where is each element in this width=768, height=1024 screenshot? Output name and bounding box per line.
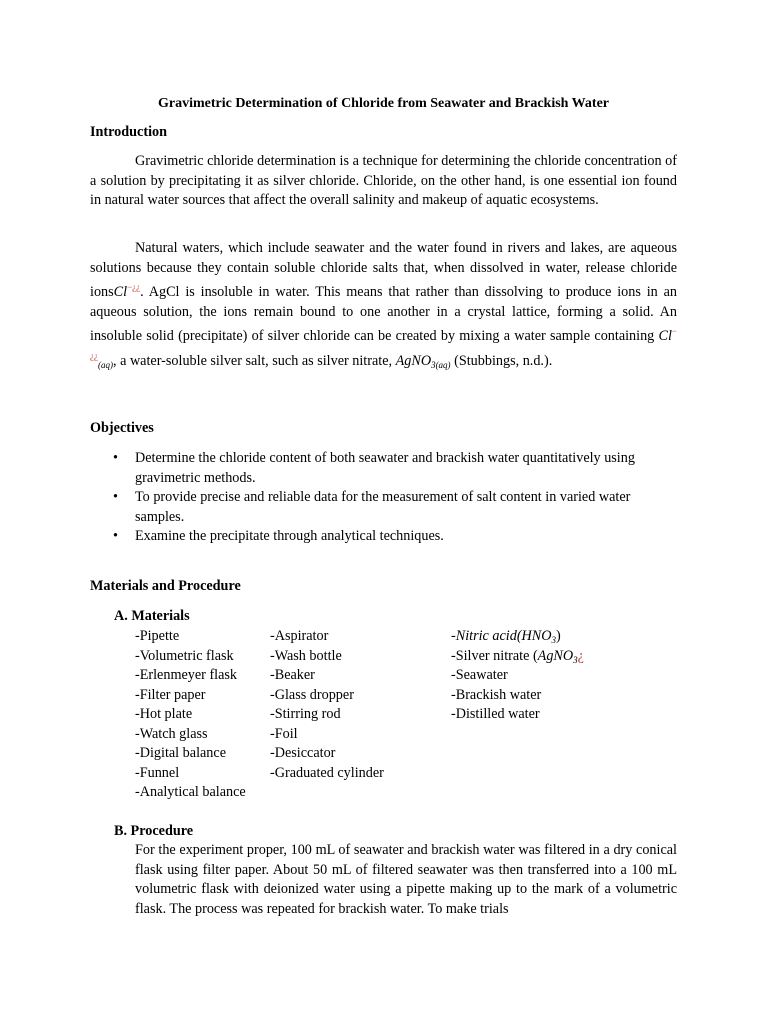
- intro-p2-text-a: Natural waters, which include seawater and the water found in rivers and lakes, are aqueous solutions because they contain soluble chloride salts that, when dissolved in water, release chloride ions: [90, 240, 677, 301]
- chloride-ion-formula: Cl: [113, 284, 128, 301]
- material-item-silver-nitrate: -Silver nitrate (AgNO$_3$¿: [451, 647, 584, 665]
- intro-p2-text-d: (Stubbings, n.d.).: [450, 352, 553, 369]
- material-item: -Volumetric flask: [135, 647, 234, 664]
- procedure-text: For the experiment proper, 100 mL of seawater and brackish water was filtered in a dry conical flask using filter paper. About 50 mL of filtered seawater was then transferred into a 100 mL volumetric flask with deionized water using a pipette making up to the mark of a volumetric flask. The process was repeated for brackish water. To make trials: [135, 842, 677, 917]
- material-item: -Foil: [270, 725, 298, 742]
- objective-item: • Examine the precipitate through analytical techniques.: [90, 527, 677, 547]
- chloride-aq-state: (aq): [98, 359, 113, 370]
- silver-nitrate-state: 3(aq): [431, 359, 451, 370]
- material-item: -Digital balance: [135, 745, 226, 761]
- material-item: -Seawater: [451, 667, 508, 683]
- material-item: -Aspirator: [270, 628, 329, 644]
- material-item: -Pipette: [135, 628, 180, 644]
- material-item: -Funnel: [135, 764, 180, 781]
- material-item: -Wash bottle: [270, 647, 342, 664]
- introduction-heading: Introduction: [90, 124, 167, 140]
- bullet-icon: •: [113, 528, 118, 545]
- material-item: -Desiccator: [270, 745, 336, 761]
- bullet-icon: •: [113, 450, 118, 466]
- material-item: -Distilled water: [451, 706, 540, 722]
- objective-item: • Determine the chloride content of both seawater and brackish water quantitatively using gravimetric methods.: [113, 450, 635, 486]
- materials-column-2: [270, 627, 384, 783]
- intro-p1-text: Gravimetric chloride determination is a technique for determining the chloride concentration of a solution by precipitating it as silver chloride. Chloride, on the other hand, is one essential ion found in natural water sources that affect the overall salinity and makeup of aquatic ecosystems.: [90, 153, 677, 209]
- chloride-aq-charge: −¿¿: [90, 326, 677, 361]
- bullet-icon: •: [113, 489, 118, 506]
- chloride-aq-formula: Cl: [658, 328, 672, 345]
- materials-column-1: [135, 627, 246, 803]
- material-item: -Stirring rod: [270, 706, 341, 722]
- material-item: -Analytical balance: [135, 784, 246, 800]
- material-item: -Glass dropper: [270, 686, 354, 703]
- materials-procedure-heading: Materials and Procedure: [90, 578, 241, 594]
- material-item: -Watch glass: [135, 725, 208, 742]
- material-item: -Hot plate: [135, 706, 193, 722]
- material-item: -Brackish water: [451, 686, 542, 703]
- silver-nitrate-formula: AgNO: [395, 352, 432, 369]
- materials-column-3: [451, 627, 584, 725]
- material-item: -Graduated cylinder: [270, 764, 384, 781]
- intro-p2-text-c: , a water-soluble silver salt, such as silver nitrate,: [113, 352, 396, 369]
- introduction-paragraph-2: [90, 239, 677, 376]
- materials-subheading: A. Materials: [114, 608, 190, 624]
- objectives-heading: Objectives: [90, 420, 154, 436]
- document-title: Gravimetric Determination of Chloride from Seawater and Brackish Water: [157, 96, 610, 111]
- procedure-subheading: B. Procedure: [114, 823, 194, 839]
- material-item: -Beaker: [270, 667, 315, 683]
- chloride-ion-charge: −¿¿: [127, 282, 141, 293]
- material-item-nitric-acid: -Nitric $acid(HNO_3)$: [451, 628, 561, 645]
- intro-p2-text-b: . AgCl is insoluble in water. This means that rather than dissolving to produce ions in an aqueous solution, the ions remain bound to one another in a crystal lattice, forming a solid. An insoluble solid (precipitate) of silver chloride can be created by mixing a water sample containing: [90, 284, 677, 345]
- objectives-list: [90, 449, 677, 547]
- material-item: -Erlenmeyer flask: [135, 667, 238, 683]
- material-item: -Filter paper: [135, 686, 206, 703]
- introduction-paragraph-1: [90, 152, 677, 211]
- objective-item: • To provide precise and reliable data for the measurement of salt content in varied water samples.: [113, 489, 631, 525]
